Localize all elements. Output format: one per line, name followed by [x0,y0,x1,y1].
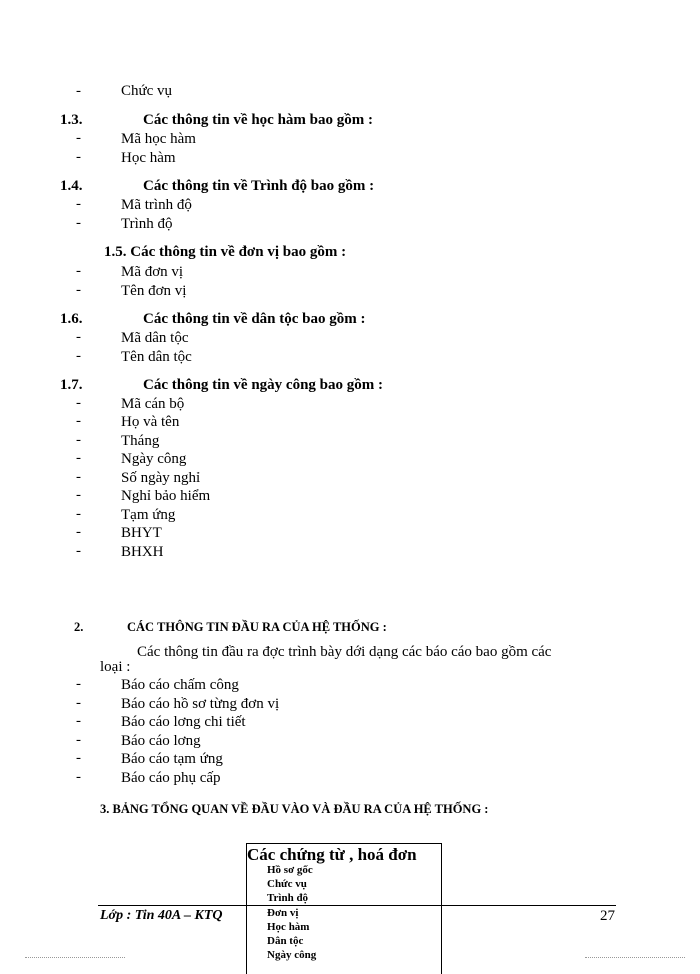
bullet-dash: - [76,329,81,345]
footer-class: Lớp : Tin 40A – KTQ [100,908,223,923]
bullet-dash: - [76,487,81,503]
list-item: BHXH [121,544,164,560]
bullet-dash: - [76,713,81,729]
list-item: Số ngày nghỉ [121,470,201,486]
box-item: Ngày công [267,949,317,961]
box-item: Chức vụ [267,878,307,890]
list-item: Tạm ứng [121,507,176,523]
page-number: 27 [600,908,615,924]
list-item: Mã trình độ [121,197,192,213]
footer-rule [98,905,616,906]
box-item: Học hàm [267,921,310,933]
list-item: Báo cáo lơng chi tiết [121,714,246,730]
section-heading: 1.5. Các thông tin về đơn vị bao gồm : [104,244,347,260]
page-edge-dots [585,957,685,958]
bullet-dash: - [76,413,81,429]
list-item: Học hàm [121,150,176,166]
list-item: Mã cán bộ [121,396,185,412]
bullet-dash: - [76,450,81,466]
bullet-dash: - [76,695,81,711]
list-item: Nghỉ bảo hiểm [121,488,211,504]
section-number: 1.6. [60,311,83,327]
list-item: Ngày công [121,451,187,467]
bullet-dash: - [76,676,81,692]
list-item: Tháng [121,433,160,449]
list-item: Mã dân tộc [121,330,189,346]
list-item: Báo cáo tạm ứng [121,751,223,767]
paragraph-line: Các thông tin đầu ra đợc trình bày dới dạng các báo cáo bao gồm các [137,644,552,660]
section-heading: 3. BẢNG TỔNG QUAN VỀ ĐẦU VÀO VÀ ĐẦU RA CỦA HỆ THỐNG : [100,802,489,816]
box-item: Hồ sơ gốc [267,864,313,876]
bullet-dash: - [76,215,81,231]
box-item: Đơn vị [267,907,299,919]
list-item: Mã đơn vị [121,264,184,280]
list-item: BHYT [121,525,162,541]
bullet-dash: - [76,149,81,165]
list-item: Mã học hàm [121,131,196,147]
list-item: Báo cáo chấm công [121,677,239,693]
box-item: Trình độ [267,892,309,904]
box-title: Các chứng từ , hoá đơn [247,845,417,864]
bullet-dash: - [76,750,81,766]
list-item: Báo cáo lơng [121,733,201,749]
section-heading: Các thông tin về dân tộc bao gồm : [143,311,366,327]
list-item: Họ và tên [121,414,180,430]
bullet-dash: - [76,282,81,298]
bullet-dash: - [76,543,81,559]
bullet-dash: - [76,263,81,279]
bullet-dash: - [76,395,81,411]
bullet-dash: - [76,432,81,448]
section-heading: Các thông tin về ngày công bao gồm : [143,377,384,393]
section-number: 1.4. [60,178,83,194]
section-heading: Các thông tin về Trình độ bao gồm : [143,178,375,194]
paragraph-line: loại : [100,659,131,675]
section-number: 1.3. [60,112,83,128]
bullet-dash: - [76,506,81,522]
bullet-dash: - [76,348,81,364]
section-number: 1.7. [60,377,83,393]
bullet-dash: - [76,130,81,146]
bullet-dash: - [76,524,81,540]
page-edge-dots [25,957,125,958]
bullet-dash: - [76,732,81,748]
list-item: Tên dân tộc [121,349,192,365]
list-item: Báo cáo hồ sơ từng đơn vị [121,696,280,712]
section-heading: CÁC THÔNG TIN ĐẦU RA CỦA HỆ THỐNG : [127,620,387,634]
list-item: Trình độ [121,216,173,232]
box-item: Dân tộc [267,935,304,947]
bullet-dash: - [76,196,81,212]
section-heading: Các thông tin về học hàm bao gồm : [143,112,374,128]
bullet-dash: - [76,469,81,485]
list-item: Tên đơn vị [121,283,187,299]
bullet-dash: - [76,83,81,99]
list-item: Chức vụ [121,83,173,99]
section-number: 2. [74,620,84,634]
list-item: Báo cáo phụ cấp [121,770,221,786]
bullet-dash: - [76,769,81,785]
